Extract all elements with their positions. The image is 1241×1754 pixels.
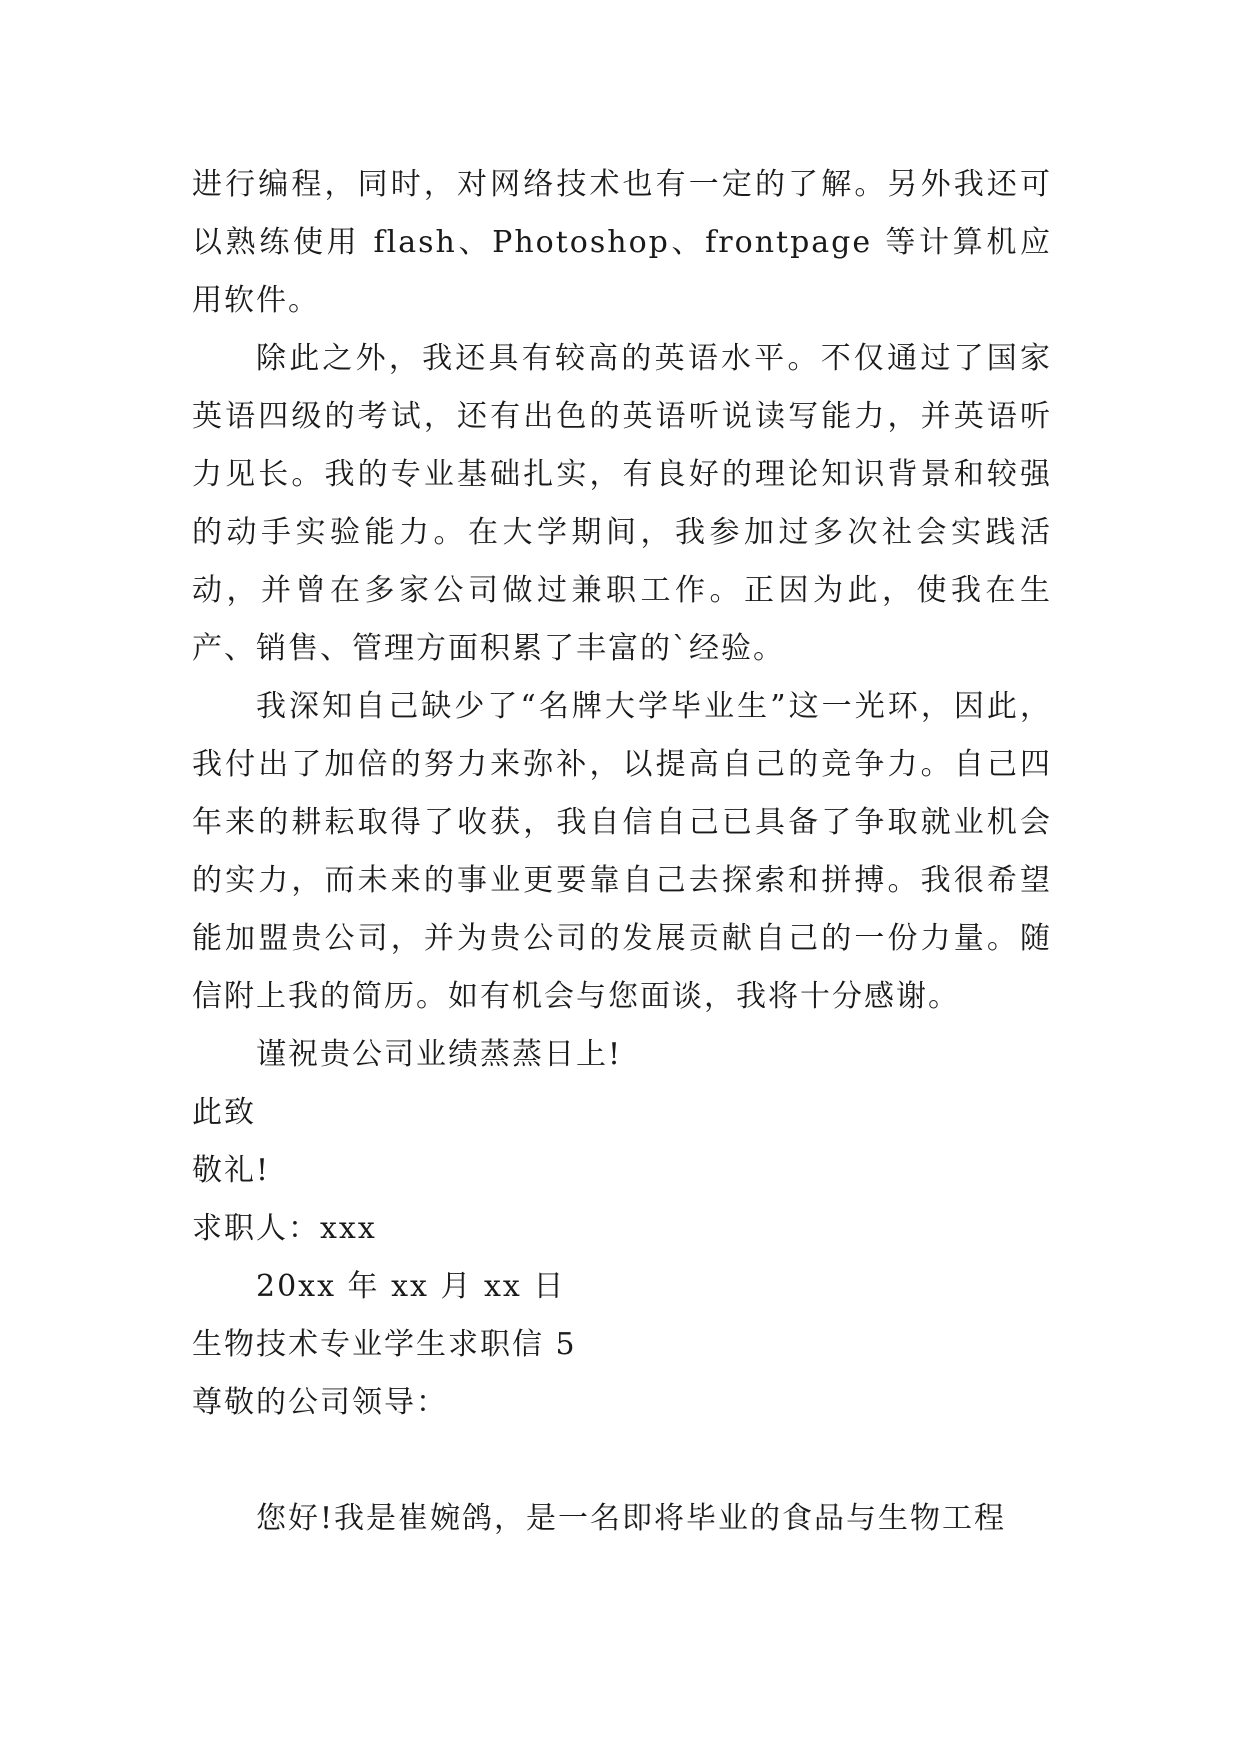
paragraph-programming-skills: 进行编程，同时，对网络技术也有一定的了解。另外我还可以熟练使用 flash、Photoshop、frontpage 等计算机应用软件。 bbox=[192, 167, 1052, 318]
paragraph-motivation: 我深知自己缺少了“名牌大学毕业生”这一光环，因此，我付出了加倍的努力来弥补，以提高自己的竞争力。自己四年来的耕耘取得了收获，我自信自己已具备了争取就业机会的实力，而未来的事业更要靠自己去探索和拼搏。我很希望能加盟贵公司，并为贵公司的发展贡献自己的一份力量。随信附上我的简历。如有机会与您面谈，我将十分感谢。 bbox=[192, 689, 1052, 1014]
letter-greeting: 尊敬的公司领导： bbox=[192, 1385, 448, 1420]
paragraph-english-skills: 除此之外，我还具有较高的英语水平。不仅通过了国家英语四级的考试，还有出色的英语听说读写能力，并英语听力见长。我的专业基础扎实，有良好的理论知识背景和较强的动手实验能力。在大学期间，我参加过多次社会实践活动，并曾在多家公司做过兼职工作。正因为此，使我在生产、销售、管理方面积累了丰富的`经验。 bbox=[192, 341, 1052, 666]
letter-date: 20xx 年 xx 月 xx 日 bbox=[256, 1269, 566, 1304]
document-body bbox=[192, 156, 1052, 1548]
blank-line bbox=[192, 1432, 1052, 1490]
paragraph-introduction: 您好!我是崔婉鸽，是一名即将毕业的食品与生物工程 bbox=[256, 1501, 1007, 1536]
closing-wish: 谨祝贵公司业绩蒸蒸日上! bbox=[256, 1037, 623, 1072]
applicant-signature: 求职人：xxx bbox=[192, 1211, 377, 1246]
section-heading: 生物技术专业学生求职信 5 bbox=[192, 1327, 577, 1362]
salutation-cizhi: 此致 bbox=[192, 1095, 256, 1130]
salutation-jingli: 敬礼! bbox=[192, 1153, 271, 1188]
